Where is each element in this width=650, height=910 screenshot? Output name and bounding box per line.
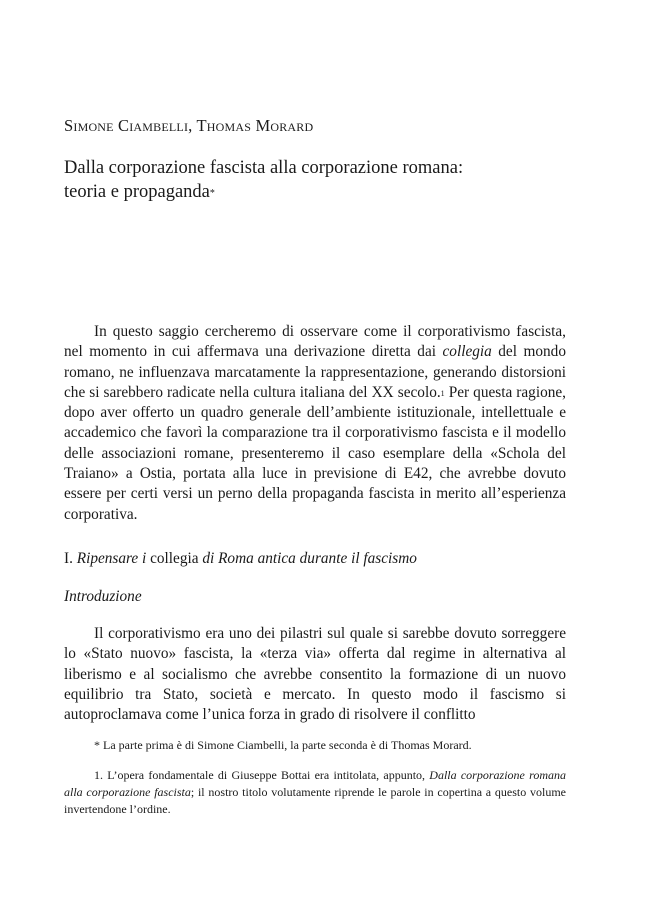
footnote-1-italic: Dalla corporazione romana alla corporazione fascista xyxy=(64,768,566,799)
section-title-a: Ripensare i xyxy=(76,550,147,567)
title-line-2: teoria e propaganda xyxy=(64,182,210,202)
title-footnote-marker: * xyxy=(209,188,215,199)
intro-text-3: Per questa ragione, dopo aver offerto un quadro generale dell’ambiente istituzionale, intellettuale e accademico che favorì la comparazione tra il corporativismo fascista e il modello delle associazioni romane, presenteremo il caso esemplare della «Schola del Traiano» a Ostia, portata alla luce in previsione di E42, che avrebbe dovuto essere per certi versi un perno della propaganda fascista in merito all’esperienza corporativa. xyxy=(64,383,566,523)
footnote-1-text-1: 1. L’opera fondamentale di Giuseppe Bottai era intitolata, appunto, xyxy=(94,768,430,782)
footnote-1-text-2: ; il nostro titolo volutamente riprende le parole in copertina a questo volume invertendone l’ordine. xyxy=(64,785,566,816)
intro-italic-collegia: collegia xyxy=(442,343,492,361)
title-line-1: Dalla corporazione fascista alla corporazione romana: xyxy=(64,158,464,178)
article-title xyxy=(64,156,584,204)
authors: Simone Ciambelli, Thomas Morard xyxy=(64,116,314,135)
section-heading xyxy=(64,550,417,568)
section-number: I. xyxy=(64,550,77,567)
intro-text-1: In questo saggio cercheremo di osservare come il corporativismo fascista, nel momento in cui affermava una derivazione diretta dai xyxy=(64,323,566,361)
footnote-ref-1: 1 xyxy=(440,388,445,398)
footnote-1 xyxy=(64,767,566,818)
section-title-b: collegia xyxy=(146,550,203,567)
intro-paragraph xyxy=(64,322,566,525)
intro-text-2: del mondo romano, ne influenzava marcatamente la rappresentazione, generando distorsioni che si sarebbero radicate nella cultura italiana del XX secolo. xyxy=(64,343,566,401)
section-title-c: di Roma antica durante il fascismo xyxy=(202,550,417,567)
subsection-heading: Introduzione xyxy=(64,588,142,605)
footnote-star: * La parte prima è di Simone Ciambelli, la parte seconda è di Thomas Morard. xyxy=(94,738,472,752)
body-paragraph: Il corporativismo era uno dei pilastri sul quale si sarebbe dovuto sorreggere lo «Stato nuovo» fascista, la «terza via» offerta dal regime in alternativa al liberismo e al socialismo che avrebbe consentito la formazione di un nuovo equilibrio tra Stato, società e mercato. In questo modo il fascismo si autoproclamava come l’unica forza in grado di risolvere il conflitto xyxy=(64,625,566,724)
